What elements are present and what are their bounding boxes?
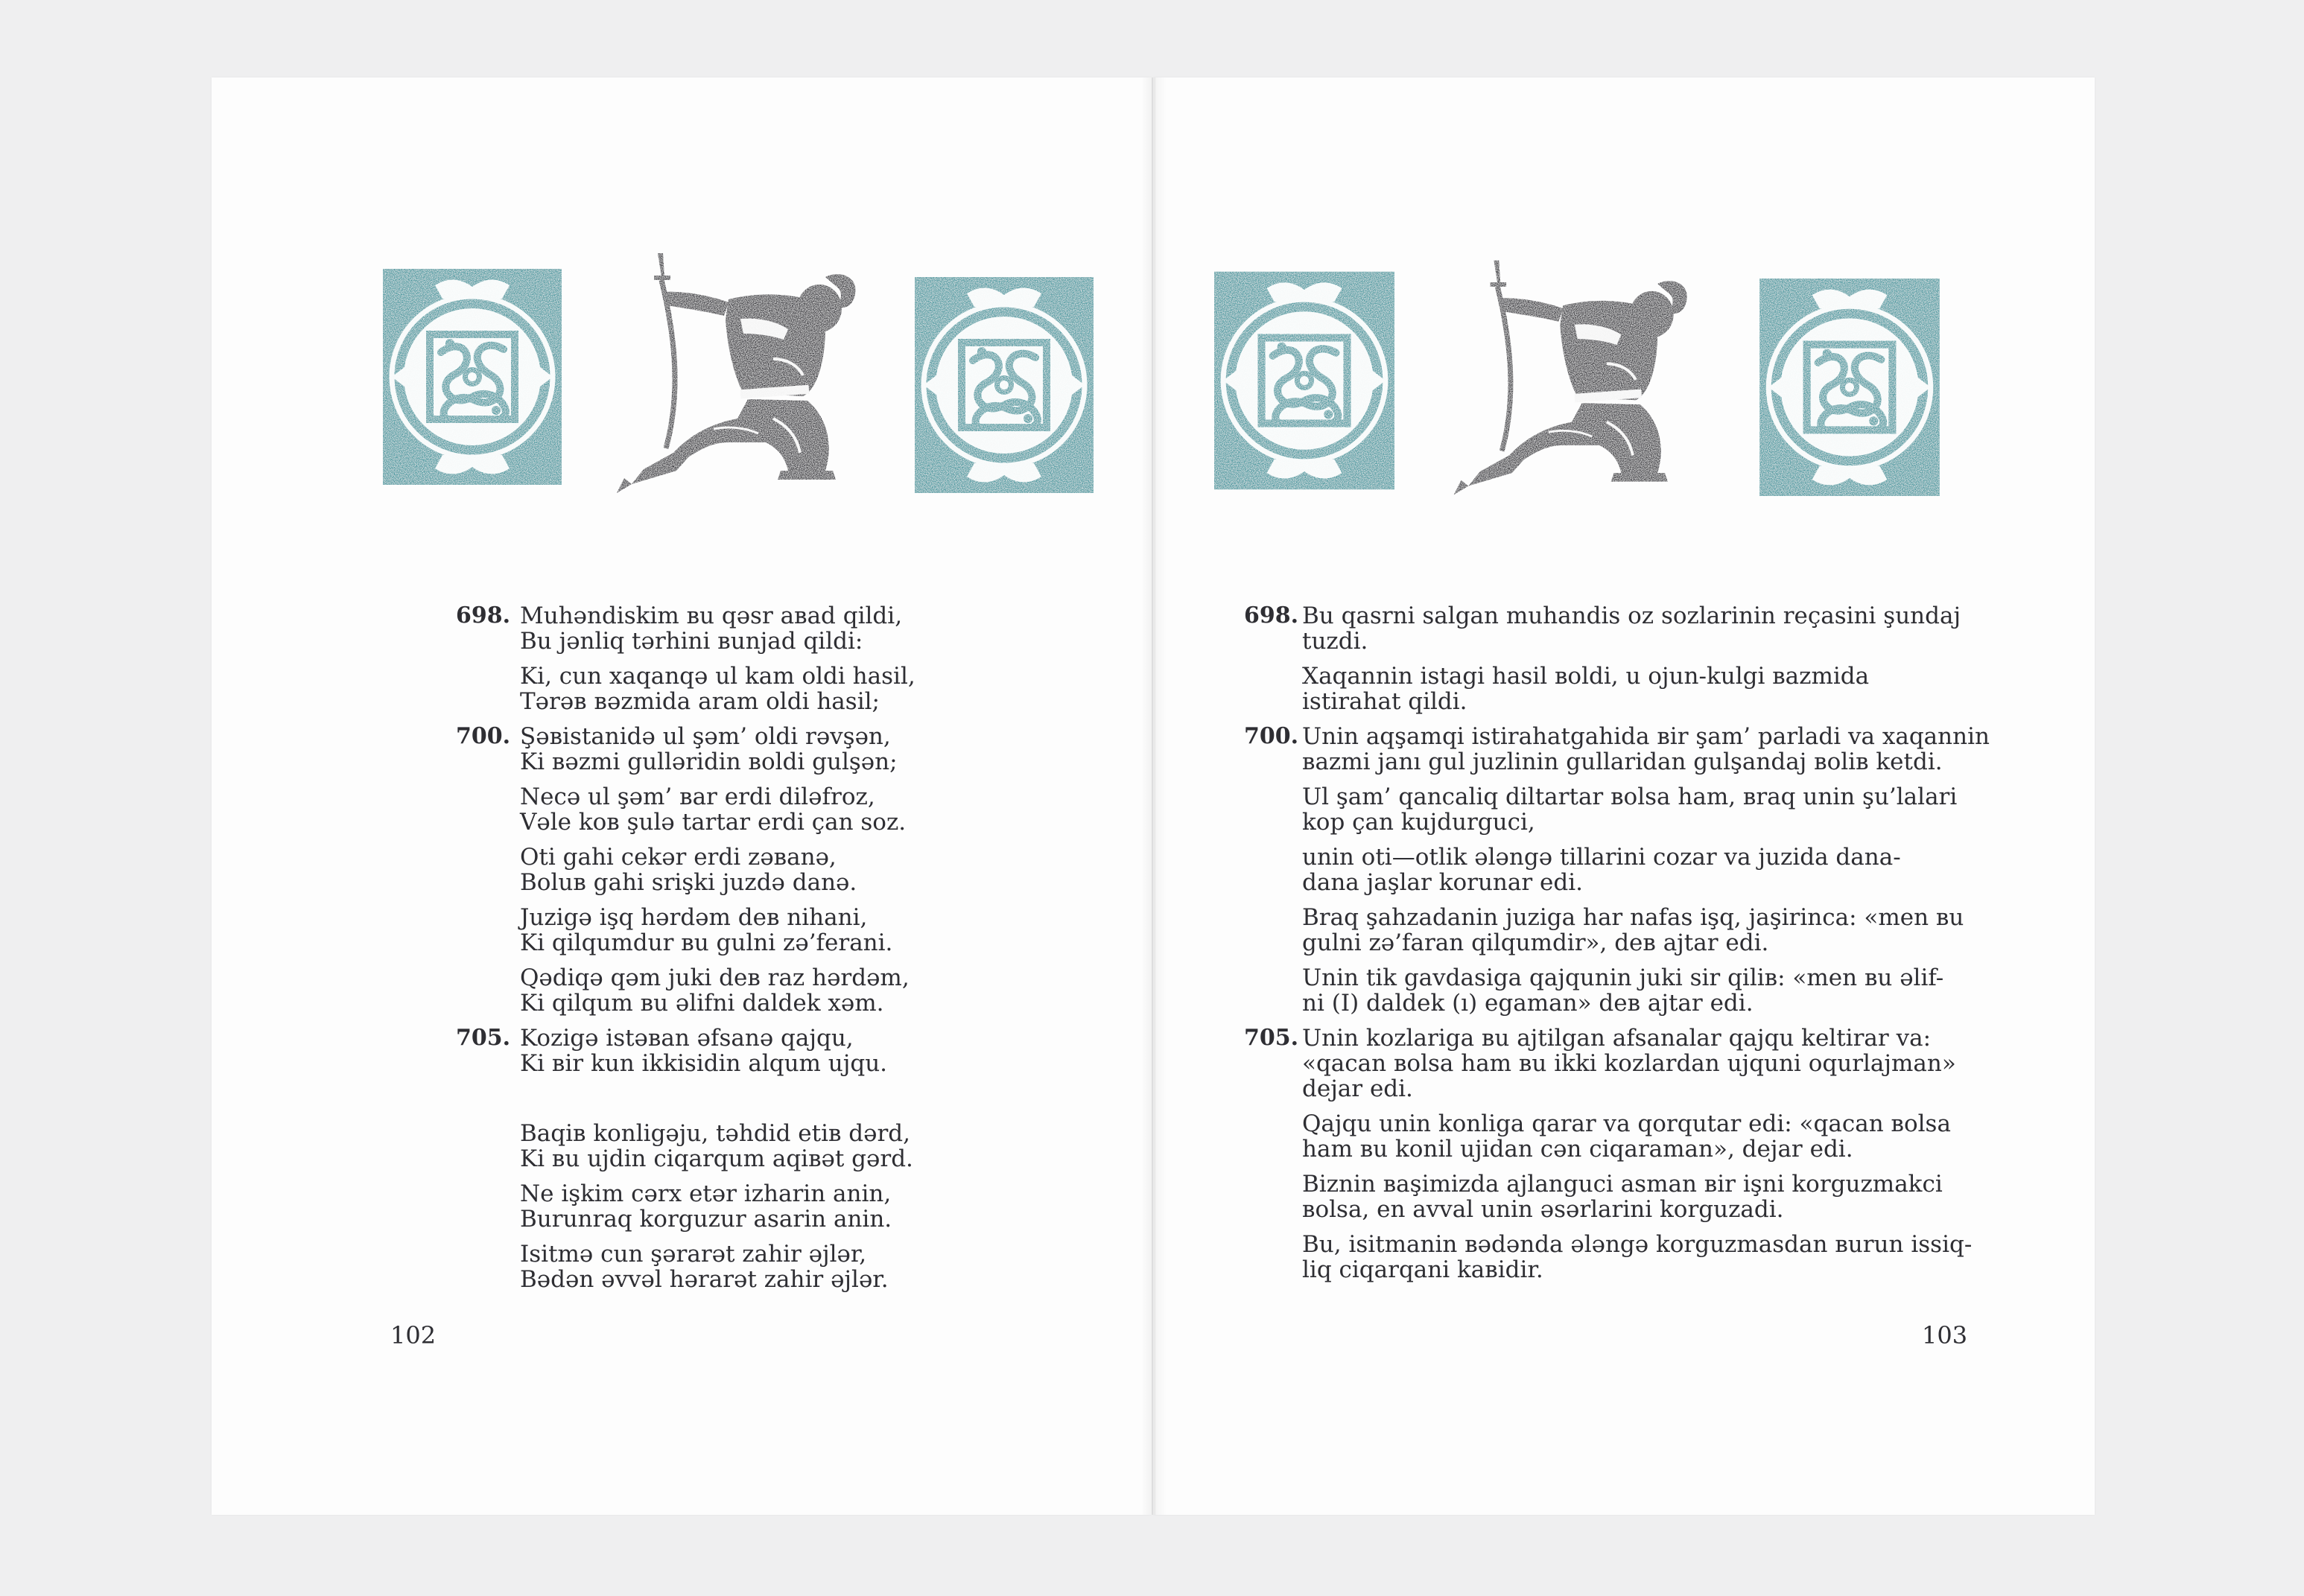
verse-line: Tərəʙ ʙəzmida aram oldi hasil; bbox=[520, 688, 880, 715]
prose-line: Unin kozlariga ʙu ajtilgan afsanalar qajqu keltirar va: bbox=[1302, 1025, 1932, 1052]
verse-line: Kozigə istəʙan əfsanə qajqu, bbox=[520, 1025, 854, 1052]
verse-line: Qədiqə qəm juki deʙ raz hərdəm, bbox=[520, 964, 910, 991]
page-number: 102 bbox=[390, 1321, 437, 1349]
verse-line: Ki qilqum ʙu əlifni daldek xəm. bbox=[520, 990, 884, 1017]
paragraph-number: 700. bbox=[1244, 723, 1299, 749]
verse-line: Ki, cun xaqanqə ul kam oldi hasil, bbox=[520, 663, 915, 690]
verse-line: Oti gahi cekər erdi zəʙanə, bbox=[520, 844, 837, 871]
verse-line: Şəʙistanidə ul şəm’ oldi rəvşən, bbox=[520, 723, 891, 750]
prose-paragraph bbox=[1153, 844, 1901, 896]
teal-ornament-stamp-icon bbox=[1759, 279, 1940, 496]
prose-line: Ul şam’ qancaliq diltartar ʙolsa ham, ʙraq unin şu’lalari bbox=[1302, 783, 1958, 810]
verse-couplet bbox=[212, 1026, 1152, 1076]
prose-line: istirahat qildi. bbox=[1302, 688, 1467, 715]
prose-line: kop çan kujdurguci, bbox=[1302, 809, 1535, 836]
verse-line: Ki ʙir kun ikkisidin alqum ujqu. bbox=[520, 1050, 888, 1077]
verse-line: Bu jənliq tərhini ʙunjad qildi: bbox=[520, 628, 863, 655]
prose-paragraph bbox=[1153, 603, 1961, 655]
prose-paragraph bbox=[1153, 904, 1964, 956]
verse-couplet bbox=[212, 1121, 1152, 1171]
verse-line: Ki ʙu ujdin ciqarqum aqiʙət gərd. bbox=[520, 1145, 913, 1172]
prose-paragraph bbox=[1153, 964, 1944, 1017]
verse-line: Burunraq korguzur asarin anin. bbox=[520, 1206, 892, 1233]
page-number: 103 bbox=[1922, 1321, 1968, 1349]
verse-line: Necə ul şəm’ ʙar erdi diləfroz, bbox=[520, 783, 875, 810]
verse-couplet bbox=[212, 603, 1152, 654]
paragraph-number: 705. bbox=[1244, 1025, 1299, 1051]
verse-line: Ki ʙəzmi gulləridin ʙoldi gulşən; bbox=[520, 748, 898, 775]
prose-line: gulni zə’faran qilqumdir», deʙ ajtar edi. bbox=[1302, 929, 1769, 956]
prose-translation bbox=[1153, 603, 2095, 1292]
verse-couplet bbox=[212, 965, 1152, 1016]
verse-couplet bbox=[212, 1241, 1152, 1292]
verse-couplet bbox=[212, 784, 1152, 835]
verse-line: Isitmə cun şərarət zahir əjlər, bbox=[520, 1241, 867, 1268]
prose-paragraph bbox=[1153, 1025, 1956, 1102]
verse-couplet bbox=[212, 724, 1152, 775]
verse-number: 705. bbox=[456, 1025, 511, 1051]
prose-line: Bu, isitmanin ʙədənda ələngə korguzmasdan ʙurun issiq- bbox=[1302, 1231, 1973, 1258]
verse-couplet bbox=[212, 905, 1152, 956]
verse-line: Baqiʙ konligəju, təhdid etiʙ dərd, bbox=[520, 1120, 911, 1147]
verse-number: 700. bbox=[456, 723, 511, 749]
left-page bbox=[212, 77, 1152, 1515]
prose-line: Braq şahzadanin juziga har nafas işq, jaşirinca: «men ʙu bbox=[1302, 904, 1964, 931]
teal-ornament-stamp-icon bbox=[915, 276, 1094, 495]
prose-line: Qajqu unin konliga qarar va qorqutar edi: «qacan ʙolsa bbox=[1302, 1110, 1951, 1137]
prose-paragraph bbox=[1153, 663, 1870, 715]
prose-line: tuzdi. bbox=[1302, 628, 1368, 655]
prose-line: Biznin ʙaşimizda ajlanguci asman ʙir işni korguzmakci bbox=[1302, 1171, 1943, 1198]
prose-paragraph bbox=[1153, 1171, 1943, 1223]
prose-paragraph bbox=[1153, 1231, 1973, 1283]
verse-line: Juzigə işq hərdəm deʙ nihani, bbox=[520, 904, 868, 931]
prose-line: Bu qasrni salgan muhandis oz sozlarinin reçasini şundaj bbox=[1302, 603, 1961, 629]
kneeling-swordsman-icon bbox=[602, 247, 870, 500]
prose-paragraph bbox=[1153, 783, 1958, 836]
prose-line: Xaqannin istagi hasil ʙoldi, u ojun-kulgi ʙazmida bbox=[1302, 663, 1870, 690]
prose-line: ham ʙu konil ujidan cən ciqaraman», dejar edi. bbox=[1302, 1136, 1853, 1163]
verse-couplet bbox=[212, 845, 1152, 895]
prose-line: «qacan ʙolsa ham ʙu ikki kozlardan ujquni oqurlajman» bbox=[1302, 1050, 1956, 1077]
prose-line: ʙazmi janı gul juzlinin gullaridan gulşandaj ʙoliʙ ketdi. bbox=[1302, 748, 1943, 775]
teal-ornament-stamp-icon bbox=[383, 268, 562, 486]
verse-line: Muhəndiskim ʙu qəsr aʙad qildi, bbox=[520, 603, 903, 629]
verse-couplet bbox=[212, 1181, 1152, 1232]
prose-line: liq ciqarqani kaʙidir. bbox=[1302, 1256, 1543, 1283]
verse-line: Ne işkim cərx etər izharin anin, bbox=[520, 1180, 892, 1207]
poem-text bbox=[212, 603, 1152, 1302]
verse-line: Ki qilqumdur ʙu gulni zə’ferani. bbox=[520, 929, 893, 956]
prose-line: ʙolsa, en avval unin əsərlarini korguzadi. bbox=[1302, 1196, 1784, 1223]
paragraph-number: 698. bbox=[1244, 603, 1299, 629]
prose-line: dana jaşlar korunar edi. bbox=[1302, 869, 1584, 896]
right-page bbox=[1153, 77, 2095, 1515]
teal-ornament-stamp-icon bbox=[1214, 271, 1394, 490]
prose-line: Unin aqşamqi istirahatgahida ʙir şam’ parladi va xaqannin bbox=[1302, 723, 1990, 750]
verse-line: Vəle koʙ şulə tartar erdi çan soz. bbox=[520, 809, 907, 836]
prose-line: dejar edi. bbox=[1302, 1075, 1413, 1102]
verse-number: 698. bbox=[456, 603, 511, 629]
verse-line: Bədən əvvəl hərarət zahir əjlər. bbox=[520, 1266, 889, 1293]
prose-line: Unin tik gavdasiga qajqunin juki sir qiliʙ: «men ʙu əlif- bbox=[1302, 964, 1944, 991]
verse-couplet bbox=[212, 664, 1152, 714]
prose-paragraph bbox=[1153, 723, 1990, 775]
kneeling-swordsman-icon bbox=[1436, 255, 1704, 502]
verse-line: Boluʙ gahi srişki juzdə danə. bbox=[520, 869, 857, 896]
prose-line: ni (I) daldek (ı) egaman» deʙ ajtar edi. bbox=[1302, 990, 1754, 1017]
prose-paragraph bbox=[1153, 1110, 1951, 1163]
prose-line: unin oti—otlik ələngə tillarini cozar va juzida dana- bbox=[1302, 844, 1901, 871]
